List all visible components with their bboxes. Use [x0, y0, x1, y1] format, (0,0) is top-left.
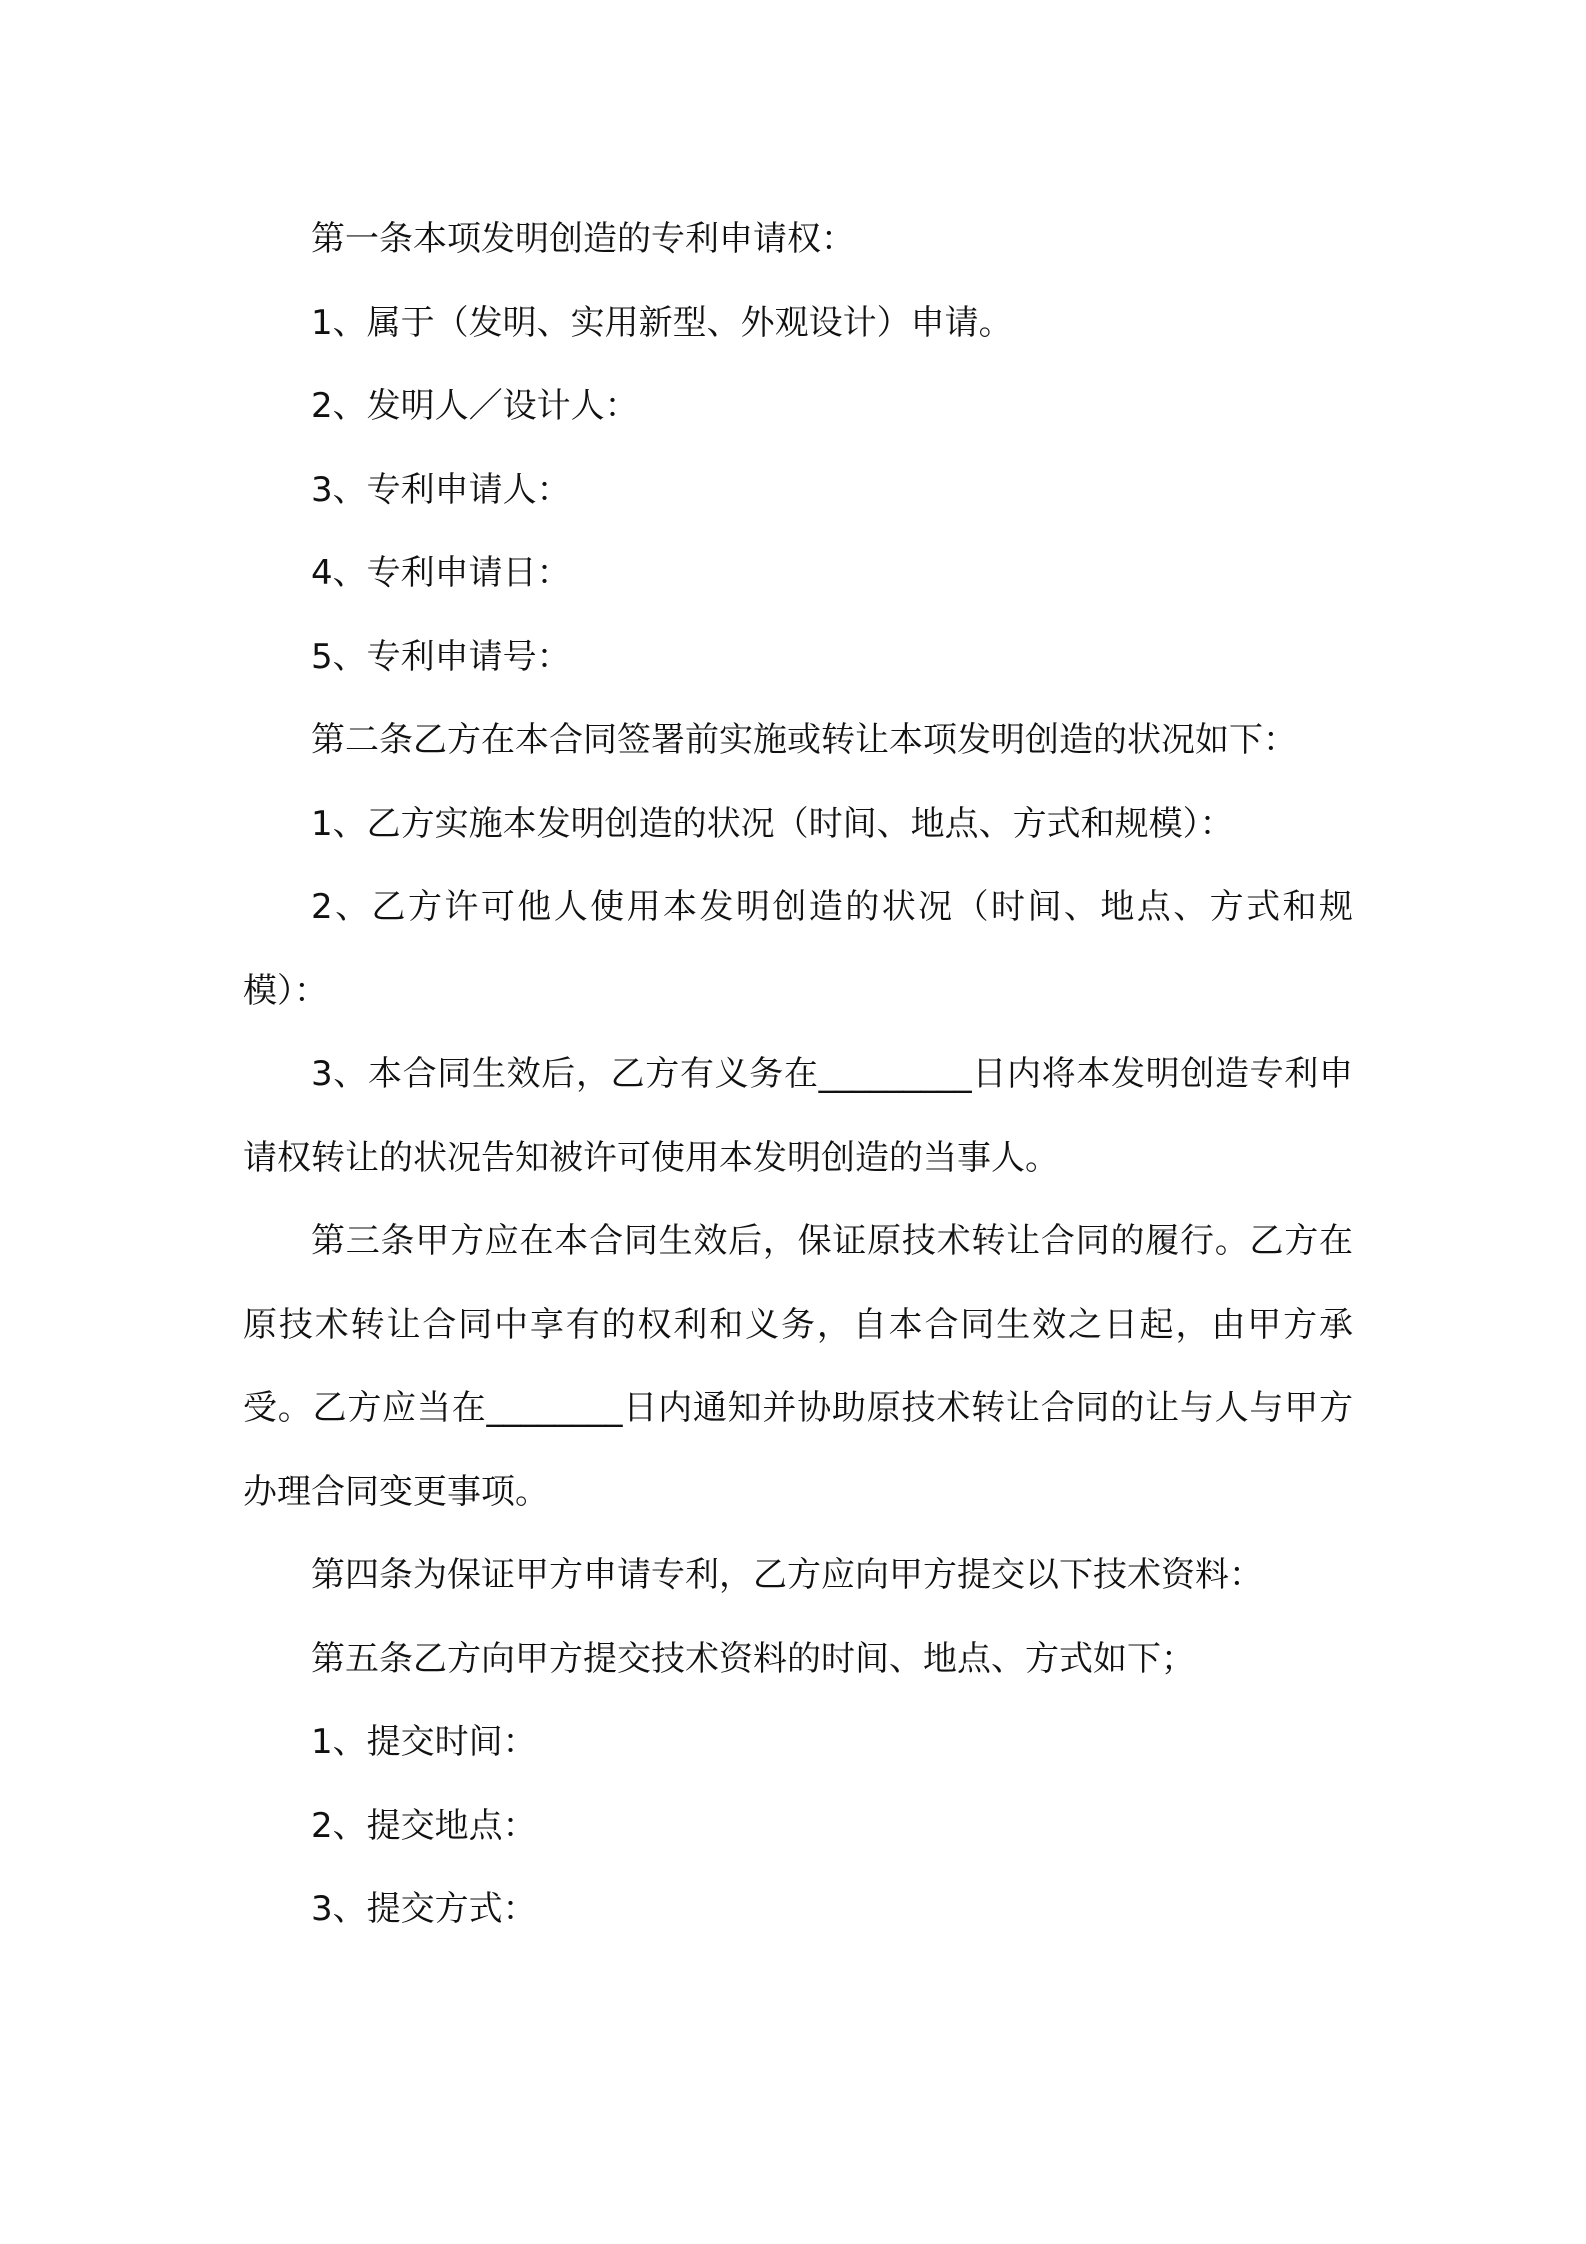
article-3: 第三条甲方应在本合同生效后，保证原技术转让合同的履行。乙方在原技术转让合同中享有的权利和义务，自本合同生效之日起，由甲方承受。乙方应当在________日内通知并协助原技术转让合同的让与人与甲方办理合同变更事项。 [243, 1221, 1353, 1512]
article-2-item-1: 1、乙方实施本发明创造的状况（时间、地点、方式和规模）： [311, 803, 1234, 844]
article-1-item-4: 4、专利申请日： [311, 553, 571, 593]
article-1-item-3: 3、专利申请人： [311, 469, 571, 510]
article-5-item-2: 2、提交地点： [311, 1805, 537, 1846]
article-4: 第四条为保证甲方申请专利，乙方应向甲方提交以下技术资料： [311, 1555, 1263, 1595]
article-1-heading: 第一条本项发明创造的专利申请权： [311, 219, 855, 259]
article-2-heading: 第二条乙方在本合同签署前实施或转让本项发明创造的状况如下： [311, 720, 1297, 760]
article-5-item-3: 3、提交方式： [311, 1889, 537, 1929]
article-2-item-2: 2、乙方许可他人使用本发明创造的状况（时间、地点、方式和规模）： [243, 887, 1353, 1011]
article-1-item-2: 2、发明人／设计人： [311, 386, 639, 426]
article-1-item-5: 5、专利申请号： [311, 636, 571, 677]
article-1-item-1: 1、属于（发明、实用新型、外观设计）申请。 [311, 302, 1013, 343]
document-body [243, 198, 1353, 1952]
article-5-heading: 第五条乙方向甲方提交技术资料的时间、地点、方式如下； [311, 1638, 1195, 1679]
article-5-item-1: 1、提交时间： [311, 1722, 537, 1762]
article-2-item-3: 3、本合同生效后，乙方有义务在_________日内将本发明创造专利申请权转让的状况告知被许可使用本发明创造的当事人。 [243, 1054, 1353, 1178]
